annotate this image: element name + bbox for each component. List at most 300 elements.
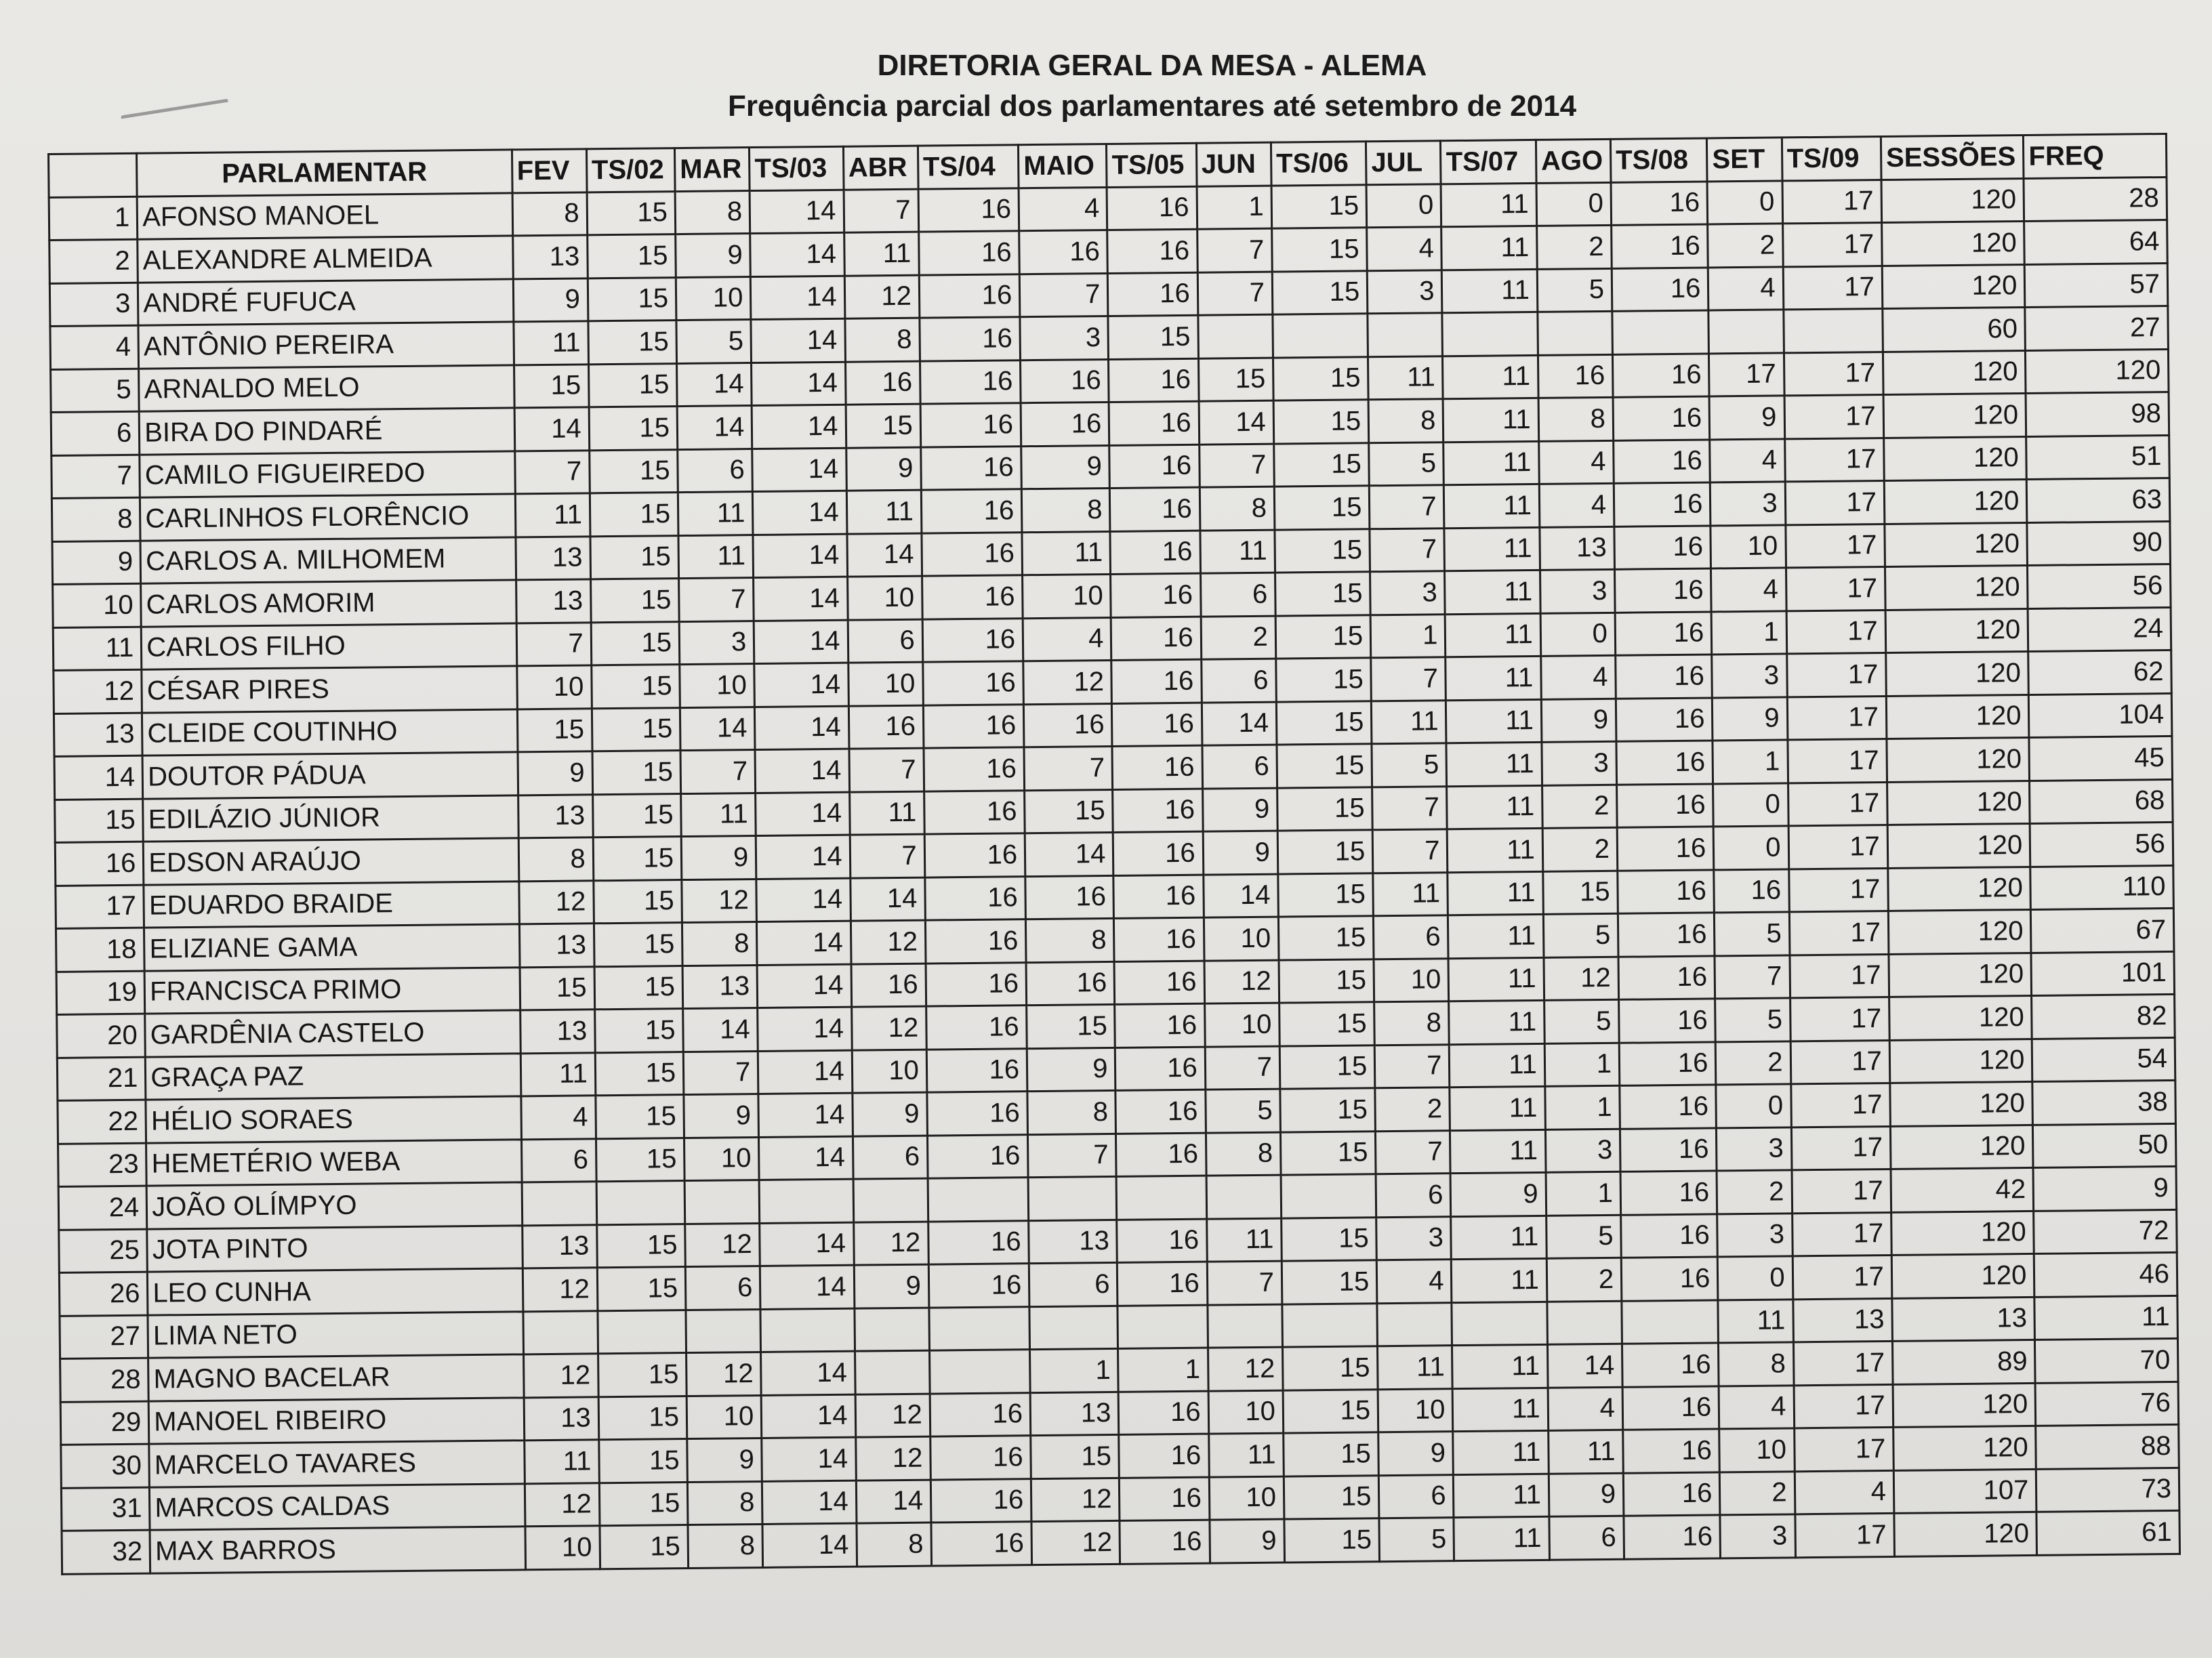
attendance-value-cell: 11 <box>513 321 588 365</box>
attendance-value-cell: 10 <box>852 1050 927 1094</box>
attendance-value-cell: 16 <box>1620 1085 1717 1129</box>
attendance-value-cell: 10 <box>1208 1390 1284 1434</box>
attendance-value-cell: 8 <box>1026 918 1115 962</box>
parliamentarian-name-cell: CARLOS AMORIM <box>141 580 516 627</box>
attendance-value-cell: 9 <box>1451 1172 1547 1216</box>
attendance-value-cell: 120 <box>1886 651 2029 696</box>
attendance-value-cell: 3 <box>1376 1216 1452 1260</box>
attendance-value-cell: 5 <box>1206 1089 1281 1133</box>
attendance-value-cell: 6 <box>1379 1474 1454 1518</box>
row-number-cell: 30 <box>61 1444 150 1488</box>
attendance-value-cell: 10 <box>848 662 923 706</box>
attendance-value-cell <box>1116 1176 1206 1220</box>
row-number-cell: 5 <box>51 369 140 413</box>
attendance-value-cell: 12 <box>1031 1478 1120 1522</box>
attendance-value-cell: 5 <box>1379 1518 1454 1562</box>
attendance-value-cell: 13 <box>516 579 591 623</box>
attendance-value-cell: 17 <box>1787 696 1887 740</box>
attendance-value-cell: 17 <box>1793 1255 1892 1299</box>
attendance-value-cell: 7 <box>1370 485 1445 529</box>
attendance-value-cell: 14 <box>750 232 844 276</box>
attendance-value-cell: 14 <box>756 792 850 836</box>
attendance-value-cell: 13 <box>515 536 590 580</box>
attendance-value-cell: 16 <box>1021 359 1109 403</box>
attendance-value-cell: 2 <box>1375 1087 1450 1132</box>
attendance-value-cell: 15 <box>1278 916 1374 960</box>
attendance-value-cell: 16 <box>923 661 1024 705</box>
attendance-value-cell: 16 <box>1714 869 1789 913</box>
attendance-value-cell: 8 <box>1200 486 1275 531</box>
attendance-value-cell: 88 <box>2036 1424 2179 1469</box>
attendance-value-cell: 11 <box>1368 356 1443 400</box>
attendance-value-cell: 15 <box>1280 1131 1376 1175</box>
attendance-value-cell: 16 <box>1621 1257 1718 1301</box>
attendance-value-cell: 60 <box>1883 307 2026 352</box>
attendance-value-cell: 16 <box>928 1220 1029 1264</box>
row-number-cell: 16 <box>55 842 144 886</box>
attendance-value-cell: 16 <box>1618 869 1715 913</box>
attendance-value-cell: 11 <box>1444 527 1540 571</box>
attendance-value-cell: 16 <box>1623 1429 1720 1473</box>
attendance-value-cell: 15 <box>1282 1260 1377 1304</box>
attendance-value-cell: 17 <box>1795 1513 1894 1557</box>
attendance-value-cell: 13 <box>1030 1392 1119 1436</box>
attendance-value-cell: 15 <box>1278 873 1374 917</box>
attendance-value-cell: 1 <box>1546 1172 1621 1216</box>
row-number-cell: 4 <box>50 325 139 369</box>
row-number-cell: 7 <box>52 455 140 499</box>
parliamentarian-name-cell: MAGNO BACELAR <box>148 1354 524 1401</box>
attendance-value-cell: 16 <box>1113 789 1203 833</box>
attendance-value-cell: 16 <box>920 317 1021 361</box>
attendance-value-cell: 10 <box>680 664 755 708</box>
attendance-value-cell: 16 <box>1111 573 1201 617</box>
attendance-value-cell: 120 <box>1883 350 2026 395</box>
attendance-value-cell: 120 <box>1889 953 2032 997</box>
attendance-value-cell: 12 <box>518 880 594 924</box>
attendance-value-cell: 0 <box>1540 613 1616 657</box>
attendance-value-cell: 15 <box>1273 400 1369 444</box>
attendance-value-cell: 56 <box>2030 822 2173 867</box>
attendance-value-cell: 12 <box>1023 660 1112 704</box>
column-header <box>49 153 138 197</box>
attendance-value-cell: 110 <box>2030 865 2173 910</box>
row-number-cell: 31 <box>61 1487 150 1531</box>
attendance-value-cell: 11 <box>1441 183 1536 227</box>
column-header: FREQ <box>2024 133 2167 178</box>
attendance-value-cell: 7 <box>683 1051 758 1095</box>
attendance-value-cell: 14 <box>1025 832 1113 876</box>
attendance-value-cell: 10 <box>1719 1428 1795 1472</box>
parliamentarian-name-cell: DOUTOR PÁDUA <box>142 752 518 799</box>
attendance-value-cell <box>1622 1300 1719 1344</box>
attendance-value-cell: 17 <box>1792 1212 1891 1256</box>
attendance-value-cell: 12 <box>687 1352 762 1396</box>
attendance-value-cell: 3 <box>1540 569 1615 613</box>
attendance-value-cell: 10 <box>1023 574 1111 618</box>
attendance-value-cell: 15 <box>514 364 589 408</box>
attendance-value-cell: 11 <box>1448 957 1544 1001</box>
attendance-value-cell: 17 <box>1794 1427 1893 1471</box>
attendance-value-cell: 10 <box>1204 917 1279 961</box>
attendance-value-cell: 11 <box>1208 1433 1284 1477</box>
attendance-value-cell: 10 <box>684 1137 760 1181</box>
attendance-value-cell: 17 <box>1788 782 1887 826</box>
column-header: JUN <box>1196 142 1271 186</box>
attendance-value-cell: 120 <box>1884 479 2027 524</box>
attendance-value-cell: 16 <box>1612 224 1708 268</box>
attendance-value-cell: 16 <box>920 403 1021 447</box>
attendance-value-cell: 13 <box>512 235 588 279</box>
attendance-value-cell: 13 <box>522 1224 597 1268</box>
attendance-value-cell: 16 <box>1120 1520 1210 1564</box>
attendance-value-cell: 11 <box>1449 1000 1544 1044</box>
attendance-value-cell <box>1029 1306 1118 1350</box>
attendance-value-cell: 62 <box>2028 650 2171 695</box>
attendance-value-cell: 3 <box>1717 1213 1793 1257</box>
attendance-value-cell: 7 <box>1372 829 1448 873</box>
attendance-value-cell: 7 <box>1205 1046 1280 1090</box>
attendance-value-cell: 2 <box>1716 1041 1791 1085</box>
attendance-value-cell: 120 <box>1887 737 2030 782</box>
attendance-value-cell: 8 <box>1368 399 1443 443</box>
parliamentarian-name-cell: HEMETÉRIO WEBA <box>146 1139 522 1186</box>
attendance-value-cell: 0 <box>1366 184 1441 228</box>
attendance-value-cell: 16 <box>1616 655 1713 699</box>
attendance-value-cell <box>929 1350 1030 1394</box>
attendance-value-cell: 15 <box>599 1482 688 1526</box>
attendance-value-cell: 15 <box>1279 1002 1375 1046</box>
attendance-value-cell: 101 <box>2031 951 2174 996</box>
attendance-value-cell: 7 <box>1019 273 1108 317</box>
attendance-value-cell <box>1281 1174 1376 1218</box>
attendance-value-cell: 0 <box>1713 783 1788 827</box>
attendance-value-cell: 61 <box>2036 1510 2179 1555</box>
attendance-value-cell: 11 <box>1450 1129 1546 1174</box>
attendance-value-cell: 15 <box>589 449 678 493</box>
attendance-value-cell: 17 <box>1790 997 1889 1041</box>
parliamentarian-name-cell: CAMILO FIGUEIREDO <box>140 451 515 497</box>
attendance-value-cell <box>523 1310 598 1354</box>
attendance-value-cell: 11 <box>1200 530 1275 574</box>
attendance-value-cell: 11 <box>524 1440 599 1484</box>
attendance-value-cell: 6 <box>678 449 753 493</box>
attendance-value-cell: 16 <box>848 705 924 749</box>
attendance-value-cell: 14 <box>683 1008 758 1052</box>
attendance-value-cell: 15 <box>1275 529 1370 573</box>
attendance-value-cell: 7 <box>1370 528 1445 572</box>
attendance-value-cell: 4 <box>1795 1470 1894 1514</box>
row-number-cell: 6 <box>51 411 140 455</box>
attendance-value-cell: 14 <box>752 362 846 406</box>
parliamentarian-name-cell: JOÃO OLÍMPYO <box>146 1182 522 1229</box>
attendance-value-cell: 14 <box>758 1050 853 1094</box>
attendance-value-cell: 16 <box>1612 267 1708 311</box>
attendance-value-cell: 8 <box>857 1522 932 1567</box>
parliamentarian-name-cell: ANTÔNIO PEREIRA <box>138 322 514 369</box>
attendance-value-cell: 15 <box>587 191 676 235</box>
row-number-cell: 15 <box>55 799 144 843</box>
attendance-value-cell: 3 <box>679 621 754 665</box>
attendance-value-cell: 1 <box>1370 614 1446 658</box>
parliamentarian-name-cell: AFONSO MANOEL <box>137 192 512 239</box>
attendance-value-cell: 9 <box>1027 1048 1115 1092</box>
attendance-value-cell: 67 <box>2031 908 2174 953</box>
attendance-value-cell: 17 <box>1784 395 1884 439</box>
attendance-value-cell: 14 <box>751 318 845 362</box>
attendance-value-cell: 13 <box>1540 526 1615 571</box>
attendance-value-cell: 16 <box>1618 955 1715 999</box>
attendance-value-cell: 9 <box>2033 1166 2176 1211</box>
attendance-value-cell: 9 <box>1378 1432 1454 1476</box>
attendance-value-cell: 10 <box>516 665 592 709</box>
attendance-value-cell: 9 <box>518 751 593 795</box>
attendance-value-cell: 16 <box>926 962 1027 1006</box>
attendance-value-cell: 16 <box>1023 703 1112 747</box>
attendance-value-cell <box>1783 309 1883 353</box>
attendance-value-cell: 9 <box>1549 1473 1624 1517</box>
attendance-value-cell: 15 <box>588 363 677 407</box>
attendance-value-cell: 45 <box>2029 736 2172 781</box>
column-header: TS/06 <box>1271 142 1366 186</box>
row-number-cell: 27 <box>60 1315 148 1359</box>
attendance-value-cell: 16 <box>1108 272 1198 316</box>
attendance-value-cell: 11 <box>678 492 753 536</box>
attendance-value-cell: 16 <box>1621 1214 1718 1258</box>
attendance-value-cell: 7 <box>1197 272 1273 316</box>
attendance-value-cell <box>759 1179 853 1223</box>
attendance-value-cell: 5 <box>676 320 752 364</box>
attendance-value-cell: 120 <box>1884 436 2027 481</box>
attendance-value-cell: 1 <box>1713 740 1788 784</box>
attendance-value-cell: 16 <box>930 1478 1031 1522</box>
attendance-value-cell: 28 <box>2024 177 2167 222</box>
attendance-value-cell: 15 <box>594 966 683 1010</box>
attendance-value-cell: 14 <box>753 534 847 578</box>
attendance-value-cell: 15 <box>1276 658 1372 702</box>
row-number-cell: 22 <box>58 1100 146 1144</box>
attendance-value-cell: 0 <box>1718 1256 1793 1300</box>
attendance-value-cell: 17 <box>1791 1126 1891 1170</box>
attendance-value-cell <box>1368 313 1443 357</box>
attendance-value-cell: 15 <box>1025 789 1113 833</box>
attendance-value-cell: 8 <box>682 922 757 966</box>
attendance-value-cell: 2 <box>1542 827 1618 871</box>
attendance-value-cell: 16 <box>1107 229 1197 273</box>
table-body <box>49 177 2179 1574</box>
attendance-value-cell: 16 <box>1614 525 1711 569</box>
attendance-value-cell: 10 <box>1209 1476 1284 1520</box>
row-number-cell: 13 <box>54 713 142 757</box>
attendance-value-cell: 15 <box>598 1353 687 1397</box>
column-header: TS/02 <box>586 148 675 192</box>
attendance-value-cell: 16 <box>927 1134 1028 1178</box>
attendance-value-cell: 16 <box>1618 913 1715 957</box>
attendance-value-cell: 9 <box>513 278 588 322</box>
column-header: JUL <box>1366 141 1441 185</box>
attendance-value-cell: 10 <box>1204 1003 1279 1047</box>
attendance-value-cell: 14 <box>762 1437 856 1481</box>
attendance-value-cell: 7 <box>1376 1130 1451 1174</box>
attendance-value-cell: 16 <box>1025 875 1114 919</box>
attendance-value-cell <box>1282 1303 1378 1347</box>
attendance-value-cell: 120 <box>1883 393 2026 438</box>
parliamentarian-name-cell: EDSON ARAÚJO <box>144 838 519 885</box>
attendance-value-cell: 120 <box>1885 608 2028 653</box>
attendance-value-cell: 9 <box>1541 699 1616 743</box>
parliamentarian-name-cell: HÉLIO SORAES <box>146 1096 521 1143</box>
attendance-value-cell: 3 <box>1711 482 1786 526</box>
attendance-value-cell: 16 <box>922 575 1023 619</box>
attendance-value-cell: 6 <box>1029 1262 1118 1306</box>
attendance-value-cell: 16 <box>1112 703 1202 747</box>
attendance-value-cell: 14 <box>754 663 848 707</box>
attendance-value-cell: 16 <box>920 360 1021 404</box>
attendance-value-cell: 16 <box>1616 741 1713 785</box>
attendance-value-cell: 9 <box>846 447 921 491</box>
document-title: DIRETORIA GERAL DA MESA - ALEMA <box>877 49 1427 82</box>
attendance-value-cell: 120 <box>2026 349 2169 394</box>
parliamentarian-name-cell: ANDRÉ FUFUCA <box>138 278 514 325</box>
attendance-value-cell: 10 <box>1374 958 1449 1002</box>
attendance-value-cell: 16 <box>927 1092 1028 1136</box>
attendance-value-cell: 2 <box>1708 224 1783 268</box>
attendance-value-cell: 16 <box>924 833 1025 877</box>
attendance-value-cell <box>929 1306 1030 1350</box>
attendance-value-cell: 72 <box>2034 1209 2177 1254</box>
attendance-value-cell: 17 <box>1785 524 1885 568</box>
attendance-value-cell: 7 <box>1024 746 1113 790</box>
attendance-value-cell: 16 <box>928 1264 1029 1308</box>
attendance-value-cell: 12 <box>1031 1520 1120 1564</box>
attendance-value-cell: 120 <box>1882 264 2025 309</box>
attendance-value-cell: 14 <box>757 964 851 1008</box>
attendance-value-cell: 4 <box>1708 266 1784 310</box>
attendance-value-cell: 5 <box>1372 743 1447 787</box>
attendance-value-cell: 12 <box>1208 1347 1283 1391</box>
attendance-value-cell: 11 <box>678 535 754 579</box>
attendance-value-cell: 11 <box>1451 1216 1547 1260</box>
attendance-value-cell: 14 <box>762 1523 857 1567</box>
attendance-value-cell: 9 <box>1210 1519 1285 1563</box>
attendance-value-cell: 11 <box>1718 1299 1793 1343</box>
attendance-value-cell <box>1208 1304 1283 1348</box>
attendance-value-cell: 16 <box>922 618 1023 662</box>
attendance-value-cell: 7 <box>1028 1134 1117 1178</box>
attendance-value-cell: 15 <box>592 665 680 709</box>
attendance-value-cell: 9 <box>1202 788 1277 832</box>
attendance-value-cell: 9 <box>681 836 756 880</box>
attendance-value-cell: 14 <box>756 878 851 922</box>
attendance-value-cell: 11 <box>1022 531 1111 575</box>
attendance-value-cell <box>522 1182 597 1226</box>
attendance-value-cell: 14 <box>760 1265 855 1309</box>
attendance-value-cell: 14 <box>760 1222 854 1266</box>
attendance-value-cell: 8 <box>518 837 594 882</box>
attendance-value-cell: 14 <box>1547 1344 1622 1388</box>
attendance-value-cell: 1 <box>1030 1348 1119 1392</box>
attendance-value-cell: 5 <box>1537 268 1612 312</box>
attendance-value-cell: 15 <box>1283 1389 1378 1433</box>
attendance-value-cell: 120 <box>1889 1039 2032 1083</box>
attendance-value-cell: 9 <box>852 1092 927 1136</box>
attendance-value-cell: 15 <box>587 234 676 278</box>
column-header: TS/09 <box>1782 137 1881 181</box>
attendance-value-cell: 11 <box>1448 828 1543 872</box>
attendance-value-cell: 24 <box>2028 607 2171 652</box>
attendance-value-cell: 16 <box>918 231 1019 275</box>
attendance-value-cell: 3 <box>1020 316 1109 360</box>
attendance-value-cell: 16 <box>1112 745 1202 789</box>
attendance-value-cell: 120 <box>1890 1125 2033 1169</box>
parliamentarian-name-cell: CÉSAR PIRES <box>142 666 517 713</box>
attendance-value-cell: 3 <box>1367 270 1442 314</box>
attendance-value-cell: 16 <box>930 1392 1031 1436</box>
row-number-cell: 26 <box>59 1272 148 1316</box>
attendance-value-cell: 0 <box>1707 180 1782 224</box>
attendance-value-cell: 11 <box>1446 613 1541 657</box>
attendance-value-cell: 13 <box>524 1396 599 1441</box>
column-header: TS/04 <box>918 145 1019 189</box>
attendance-value-cell: 7 <box>1371 657 1446 701</box>
attendance-value-cell: 27 <box>2025 306 2168 350</box>
attendance-value-cell: 16 <box>919 274 1020 318</box>
attendance-value-cell: 16 <box>921 489 1022 533</box>
attendance-value-cell <box>1198 314 1273 358</box>
attendance-value-cell: 51 <box>2026 435 2169 480</box>
attendance-value-cell: 120 <box>1890 1081 2033 1126</box>
attendance-value-cell: 12 <box>844 275 920 319</box>
attendance-value-cell: 16 <box>923 704 1024 748</box>
attendance-value-cell: 14 <box>753 491 847 535</box>
document-subtitle: Frequência parcial dos parlamentares até setembro de 2014 <box>727 89 1577 123</box>
parliamentarian-name-cell: MARCOS CALDAS <box>150 1483 525 1530</box>
attendance-value-cell: 120 <box>1885 565 2028 610</box>
attendance-value-cell: 8 <box>512 192 588 236</box>
attendance-value-cell: 9 <box>1713 697 1788 741</box>
attendance-value-cell: 15 <box>597 1267 686 1311</box>
attendance-value-cell: 16 <box>1119 1434 1209 1478</box>
attendance-value-cell: 14 <box>754 620 848 664</box>
attendance-value-cell: 9 <box>1709 396 1784 440</box>
attendance-value-cell: 11 <box>844 232 919 276</box>
row-number-cell: 28 <box>60 1358 149 1402</box>
attendance-value-cell: 107 <box>1893 1469 2036 1514</box>
attendance-value-cell: 17 <box>1788 825 1888 869</box>
attendance-value-cell: 15 <box>1027 1004 1115 1048</box>
attendance-value-cell: 6 <box>521 1138 596 1182</box>
attendance-value-cell: 11 <box>515 493 590 537</box>
attendance-value-cell: 120 <box>1886 695 2029 739</box>
attendance-value-cell: 120 <box>1887 823 2030 868</box>
attendance-value-cell: 11 <box>1443 441 1539 485</box>
attendance-value-cell: 7 <box>850 834 925 878</box>
attendance-value-cell: 15 <box>596 1138 684 1182</box>
attendance-value-cell: 17 <box>1782 223 1882 267</box>
attendance-value-cell: 16 <box>931 1522 1032 1566</box>
attendance-value-cell <box>760 1308 855 1352</box>
attendance-value-cell: 8 <box>675 190 750 234</box>
attendance-value-cell: 16 <box>1615 568 1712 613</box>
attendance-value-cell: 5 <box>1715 998 1790 1042</box>
attendance-value-cell: 7 <box>516 622 592 666</box>
attendance-value-cell: 16 <box>1118 1262 1208 1306</box>
attendance-value-cell: 15 <box>594 1009 683 1053</box>
attendance-value-cell: 15 <box>596 1224 685 1268</box>
parliamentarian-name-cell: CLEIDE COUTINHO <box>142 709 518 755</box>
attendance-value-cell: 11 <box>1548 1430 1623 1474</box>
attendance-value-cell: 12 <box>682 879 757 923</box>
